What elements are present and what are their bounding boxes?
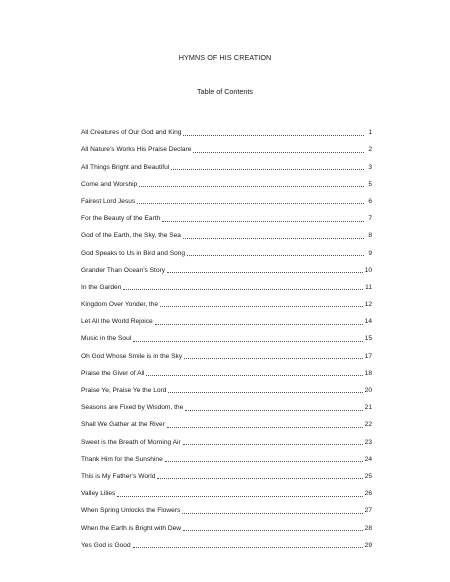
toc-entry[interactable]: [81, 361, 372, 378]
toc-entry-title: Kingdom Over Yonder, the: [81, 301, 158, 309]
toc-entry-title: All Creatures of Our God and King: [81, 129, 182, 137]
toc-entry-title: Music in the Soul: [81, 335, 132, 343]
toc-entry[interactable]: [81, 206, 372, 223]
toc-entry-title: In the Garden: [81, 283, 122, 291]
toc-entry-title: Praise Ye, Praise Ye the Lord: [81, 387, 167, 394]
dot-leader: [167, 427, 363, 428]
toc-entry-page-number: 21: [364, 404, 372, 412]
toc-entry[interactable]: [81, 172, 372, 189]
toc-heading: Table of Contents: [197, 87, 253, 96]
dot-leader: [160, 306, 363, 307]
toc-entry-title: Grander Than Ocean’s Story: [81, 266, 166, 274]
dot-leader: [133, 547, 363, 548]
toc-entry-title: Valley Lilies: [81, 490, 116, 498]
table-of-contents: [81, 120, 372, 550]
toc-entry-page-number: 18: [364, 369, 372, 377]
toc-entry[interactable]: [81, 481, 372, 498]
toc-entry[interactable]: [81, 240, 372, 257]
toc-entry-title: All Things Bright and Beautiful: [81, 163, 170, 171]
toc-entry-page-number: 2: [368, 146, 372, 154]
toc-entry[interactable]: [81, 378, 372, 395]
document-title: HYMNS OF HIS CREATION: [178, 53, 272, 62]
toc-entry[interactable]: [81, 533, 372, 550]
dot-leader: [117, 496, 362, 497]
toc-entry-page-number: 17: [364, 352, 372, 360]
toc-entry-page-number: 22: [364, 421, 372, 429]
toc-entry-title: Fairest Lord Jesus: [81, 197, 136, 205]
toc-entry[interactable]: [81, 137, 372, 154]
toc-entry-title: When the Earth is Bright with Dew: [81, 524, 182, 532]
toc-entry-page-number: 1: [368, 129, 372, 137]
toc-entry-page-number: 15: [364, 335, 372, 343]
toc-entry-title: Let All the World Rejoice: [81, 318, 153, 326]
toc-entry-page-number: 9: [368, 249, 372, 257]
toc-entry-page-number: 8: [368, 232, 372, 240]
dot-leader: [187, 255, 364, 256]
dot-leader: [183, 444, 363, 445]
toc-entry-page-number: 25: [364, 472, 372, 480]
toc-entry[interactable]: [81, 258, 372, 275]
dot-leader: [137, 203, 364, 204]
toc-entry[interactable]: [81, 395, 372, 412]
dot-leader: [139, 186, 364, 187]
dot-leader: [133, 341, 362, 342]
dot-leader: [162, 221, 364, 222]
toc-entry-title: This is My Father’s World: [81, 472, 156, 480]
dot-leader: [167, 272, 363, 273]
toc-entry-page-number: 10: [364, 266, 372, 274]
toc-entry-page-number: 7: [368, 215, 372, 223]
toc-entry-title: Come and Worship: [81, 180, 138, 188]
toc-entry[interactable]: [81, 498, 372, 515]
dot-leader: [185, 410, 362, 411]
toc-entry[interactable]: [81, 120, 372, 137]
dot-leader: [146, 375, 362, 376]
toc-entry-title: Seasons are Fixed by Wisdom, the: [81, 404, 184, 412]
toc-entry[interactable]: [81, 326, 372, 343]
dot-leader: [123, 289, 363, 290]
dot-leader: [193, 152, 364, 153]
toc-entry-page-number: 14: [364, 318, 372, 326]
toc-entry-title: Shall We Gather at the River: [81, 421, 165, 429]
toc-entry-title: All Nature’s Works His Praise Declare: [81, 146, 192, 154]
toc-entry[interactable]: [81, 515, 372, 532]
toc-entry-page-number: 20: [364, 387, 372, 394]
toc-entry-title: Yes God is Good: [81, 541, 131, 549]
dot-leader: [183, 238, 364, 239]
toc-entry[interactable]: [81, 343, 372, 360]
toc-entry-title: God Speaks to Us in Bird and Song: [81, 249, 186, 257]
toc-entry-title: For the Beauty of the Earth: [81, 215, 161, 223]
toc-entry-page-number: 26: [364, 490, 372, 498]
toc-entry-page-number: 28: [364, 524, 372, 532]
toc-entry-title: Thank Him for the Sunshine: [81, 455, 163, 463]
dot-leader: [165, 461, 363, 462]
toc-entry[interactable]: [81, 275, 372, 292]
dot-leader: [182, 513, 362, 514]
toc-entry[interactable]: [81, 154, 372, 171]
toc-entry[interactable]: [81, 429, 372, 446]
toc-entry-page-number: 23: [364, 438, 372, 446]
dot-leader: [157, 478, 362, 479]
toc-entry[interactable]: [81, 412, 372, 429]
toc-entry-title: Oh God Whose Smile is in the Sky: [81, 352, 183, 360]
toc-entry[interactable]: [81, 464, 372, 481]
toc-entry-page-number: 3: [368, 163, 372, 171]
toc-entry[interactable]: [81, 447, 372, 464]
toc-entry-title: Praise the Giver of All: [81, 369, 145, 377]
toc-entry-title: Sweet is the Breath of Morning Air: [81, 438, 181, 446]
toc-entry[interactable]: [81, 292, 372, 309]
toc-entry-page-number: 5: [368, 180, 372, 188]
dot-leader: [184, 358, 363, 359]
toc-entry-page-number: 6: [368, 197, 372, 205]
toc-entry[interactable]: [81, 309, 372, 326]
toc-entry-title: When Spring Unlocks the Flowers: [81, 507, 181, 515]
dot-leader: [168, 392, 362, 393]
toc-entry-page-number: 24: [364, 455, 372, 463]
toc-entry[interactable]: [81, 223, 372, 240]
toc-entry-page-number: 12: [364, 301, 372, 309]
dot-leader: [183, 135, 364, 136]
dot-leader: [155, 324, 363, 325]
toc-entry-page-number: 27: [364, 507, 372, 515]
toc-entry-title: God of the Earth, the Sky, the Sea: [81, 232, 181, 240]
toc-entry-page-number: 29: [364, 541, 372, 549]
toc-entry[interactable]: [81, 189, 372, 206]
toc-entry-page-number: 11: [365, 283, 372, 291]
dot-leader: [171, 169, 364, 170]
dot-leader: [183, 530, 363, 531]
